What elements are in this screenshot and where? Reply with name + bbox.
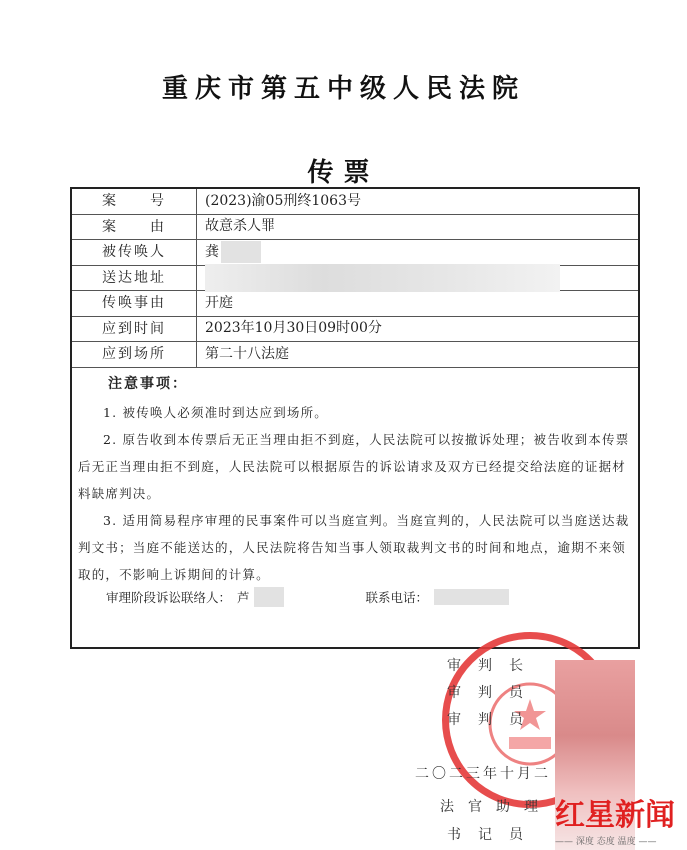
contact-label: 审理阶段诉讼联络人： <box>106 590 232 605</box>
redacted-name <box>221 241 261 263</box>
field-case-cause <box>72 215 638 241</box>
note-item: 2. 原告收到本传票后无正当理由拒不到庭，人民法院可以按撤诉处理；被告收到本传票后无正当理由拒不到庭，人民法院可以根据原告的诉讼请求及双方已经提交给法庭的证据材料缺席判决。 <box>78 432 630 501</box>
field-value: 2023年10月30日09时00分 <box>205 320 382 337</box>
sig-chief-judge: 审判长 <box>447 658 540 674</box>
field-time <box>72 317 638 343</box>
watermark-slogan: —— 深度 态度 温度 —— <box>555 837 657 847</box>
field-label: 应到场所 <box>72 342 197 367</box>
field-summons-reason <box>72 291 638 317</box>
field-value: (2023)渝05刑终1063号 <box>205 192 361 209</box>
field-address <box>72 266 638 292</box>
sig-assistant: 法官助理 <box>440 799 552 815</box>
field-label: 被传唤人 <box>72 240 197 265</box>
field-label: 送达地址 <box>72 266 197 291</box>
field-label: 传唤事由 <box>72 291 197 316</box>
summons-table <box>70 187 640 649</box>
contact-name: 芦 <box>237 590 250 605</box>
field-value: 故意杀人罪 <box>205 218 275 235</box>
slogan-text: 深度 态度 温度 <box>575 837 636 847</box>
field-label: 应到时间 <box>72 317 197 342</box>
field-case-number <box>72 189 638 215</box>
watermark-brand: 红星新闻 <box>555 798 675 833</box>
notes-section <box>72 369 638 588</box>
field-value: 第二十八法庭 <box>205 345 289 362</box>
court-name: 重庆市第五中级人民法院 <box>161 74 525 104</box>
field-place <box>72 342 638 368</box>
redacted-address <box>205 264 560 292</box>
sig-judge-1: 审判员 <box>447 685 540 701</box>
field-value: 龚 <box>205 243 219 260</box>
field-label: 案 由 <box>72 215 197 240</box>
contact-line <box>106 587 626 607</box>
sig-judge-2: 审判员 <box>447 712 540 728</box>
phone-label: 联系电话： <box>365 590 429 605</box>
field-label: 案 号 <box>72 189 197 214</box>
redacted-contact <box>254 587 284 607</box>
redacted-phone <box>434 589 509 605</box>
field-summoned-person <box>72 240 638 266</box>
document-title: 传票 <box>307 158 380 188</box>
field-value: 开庭 <box>205 294 233 311</box>
note-item: 1. 被传唤人必须准时到达应到场所。 <box>103 405 329 420</box>
sig-clerk: 书记员 <box>447 827 540 843</box>
note-item: 3. 适用简易程序审理的民事案件可以当庭宣判。当庭宣判的，人民法院可以当庭送达裁判文书；当庭不能送达的，人民法院将告知当事人领取裁判文书的时间和地点，逾期不来领取的，不影响上诉期间的计算。 <box>78 513 630 582</box>
watermark-logo <box>555 790 687 850</box>
notes-heading: 注意事项： <box>108 376 188 392</box>
sig-date: 二〇二三年十月二 <box>415 766 551 782</box>
